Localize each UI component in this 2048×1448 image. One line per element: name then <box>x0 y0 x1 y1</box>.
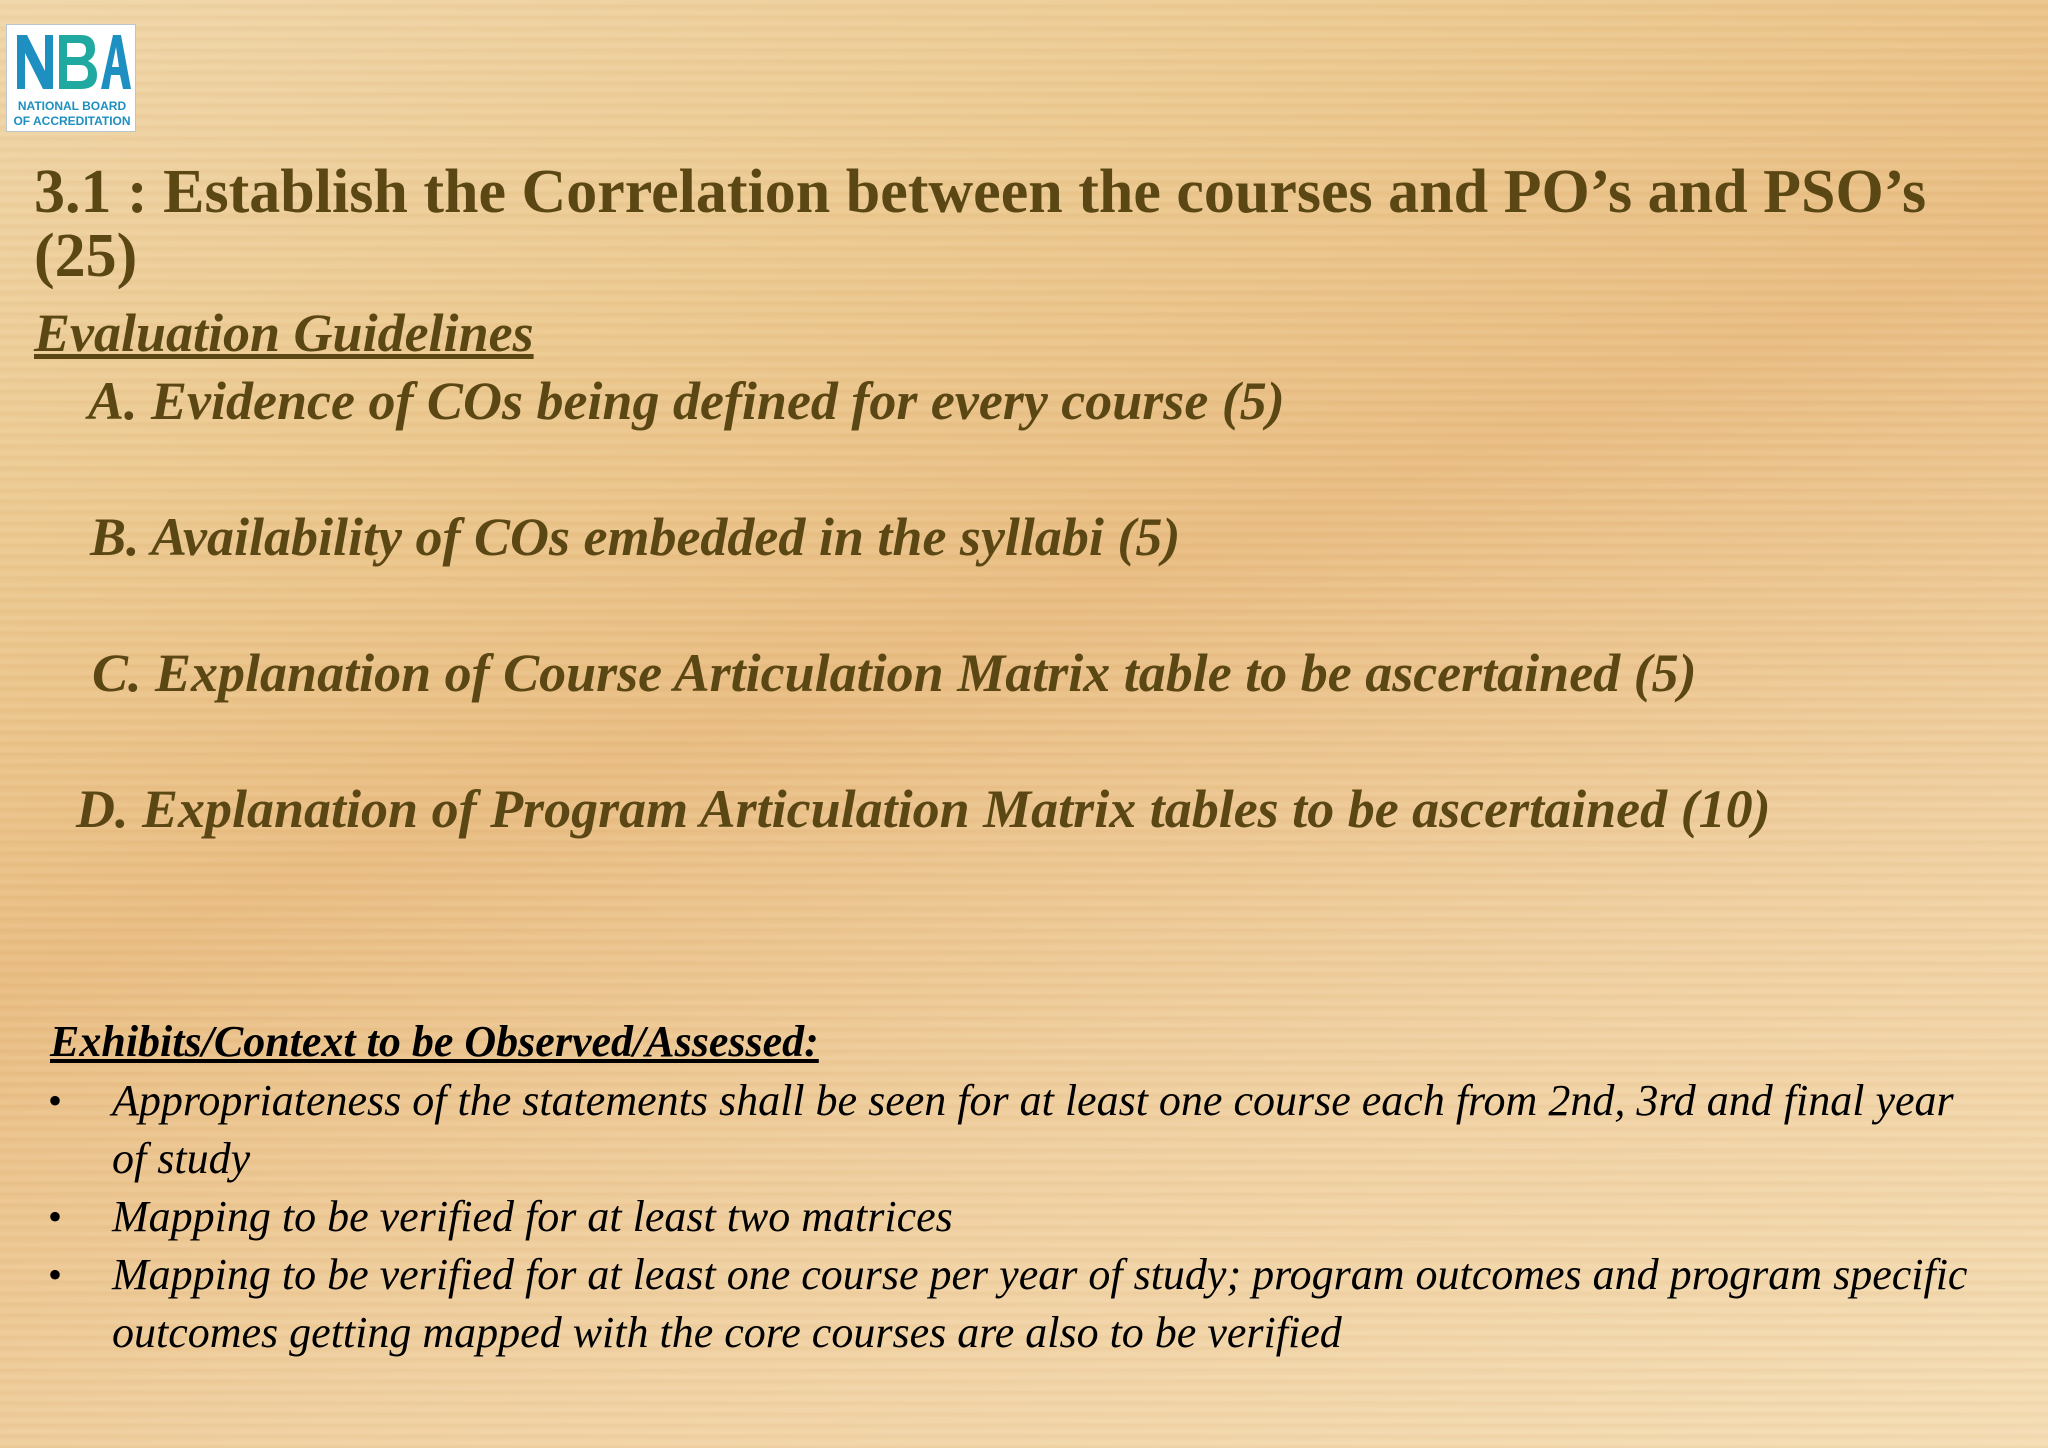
guideline-b: B. Availability of COs embedded in the syllabi (5) <box>90 507 1181 567</box>
exhibits-list-item <box>0 1246 2048 1362</box>
exhibits-list-item <box>0 1188 2048 1246</box>
exhibits-item-text: Mapping to be verified for at least two matrices <box>112 1192 953 1241</box>
exhibits-list <box>0 1072 2048 1362</box>
bullet-icon: • <box>48 1194 63 1239</box>
guideline-c: C. Explanation of Course Articulation Matrix table to be ascertained (5) <box>92 643 1697 703</box>
nba-logo <box>6 24 136 132</box>
bullet-icon: • <box>48 1078 63 1123</box>
nba-logo-mark <box>11 27 131 97</box>
exhibits-heading: Exhibits/Context to be Observed/Assessed: <box>50 1017 819 1066</box>
exhibits-list-item <box>0 1072 2048 1188</box>
bullet-icon: • <box>48 1252 63 1297</box>
logo-text-national-board: NATIONAL BOARD <box>17 99 127 113</box>
evaluation-guidelines-heading: Evaluation Guidelines <box>34 303 534 363</box>
guideline-a: A. Evidence of COs being defined for every course (5) <box>88 371 1285 431</box>
guideline-d: D. Explanation of Program Articulation Matrix tables to be ascertained (10) <box>76 779 1771 839</box>
slide-title: 3.1 : Establish the Correlation between the courses and PO’s and PSO’s (25) <box>34 158 1927 290</box>
logo-text-of-accreditation: OF ACCREDITATION <box>13 114 131 128</box>
exhibits-item-text: Mapping to be verified for at least one course per year of study; program outcomes and program specific outcomes getting mapped with the core courses are also to be verified <box>112 1250 1968 1357</box>
exhibits-item-text: Appropriateness of the statements shall be seen for at least one course each from 2nd, 3rd and final year of study <box>112 1076 1954 1183</box>
